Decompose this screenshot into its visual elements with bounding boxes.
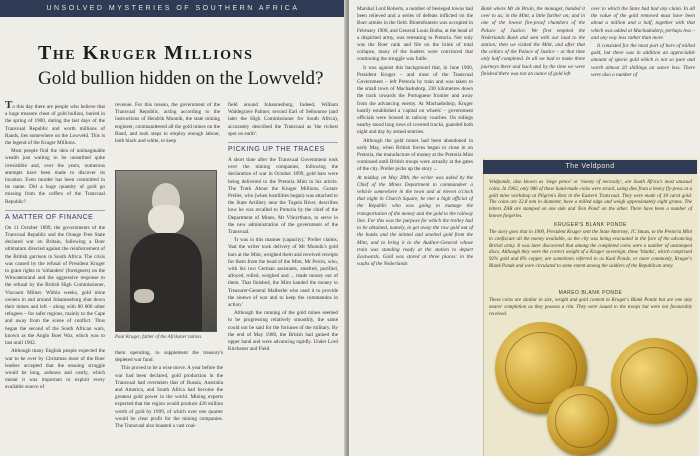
quoted-paragraph: At midday on May 28th, the writer was asked by the Chief of the Mines Department to commandeer a vehicle somewhere in the town and at eleven o'clock that night in Church Square, he met a high official of the Republic who was going to manage the transportation of the money and the gold to the railway line. For this was the purpose for which the trolley had to be obtained, namely, to get away the raw gold out of the banks and the minted and smelted gold from the Mint, and to bring it to the Auditor-General whose train was standing ready at the station to depart Eastwards. Gold was stored at three places: in the vaults of the Nederlands xyxy=(357,174,473,268)
photo-caption: Paul Kruger, father of the Afrikaner nation. xyxy=(115,335,203,340)
left-column-2-bottom xyxy=(115,350,223,431)
article-title: The Kruger Millions xyxy=(38,42,254,64)
paragraph: On 11 October 1899, the governments of the Transvaal Republic and the Orange Free State declared war on Britain, following a Boer ultimatum directed against the reinforcement of the British garrison in South Africa. The crisis was caused by the refusal of President Kruger to grant rights to 'uitlanders' (foreigners) on the Witwatersrand and the aggressive response to the refusal by the British High Commissioner, Viscount Milner. Within weeks, gold mine owners in and around Johannesburg shut down their mines and left – along with 80 000 other refugees – for safer regions, mainly to the Cape and away from the scene of conflict. Thus began the second of the South African wars, known as the Anglo Boer War, which was to last until 1902. xyxy=(5,224,105,347)
left-column-3 xyxy=(228,102,338,355)
paragraph: Marshal Lord Roberts, a number of besieged towns had been relieved and a series of defeats inflicted on the Boer armies in the field. Bloemfontein was occupied in February 1900, and General Louis Botha, at the head of a dispirited army, was retreating to Pretoria. Not only was the Boer rank and file on the brink of total collapse, many of the leaders were convinced that continuing the struggle was futile. xyxy=(357,6,473,63)
portrait-coat xyxy=(130,233,202,331)
left-page xyxy=(0,0,347,456)
paragraph: A short time after the Transvaal Government took over the mining companies, following the declaration of war in October 1899, gold bars were being delivered to the Pretoria Mint in his article. The Truth About the Kruger Millions, Gustav Preller, who (when hostilities began) was attached to the State Artillery near the Tugela River, describes how he was recalled to Pretoria by the chief of the Department of Mines, Mr Vlieyrthans, to serve in the new administration of the government of the Transvaal. xyxy=(228,157,338,236)
paragraph: Although the gold mines had been abandoned in early May, when British forces began to close in on Pretoria, the manufacture of money at the Pretoria Mint continued until British troops were actually at the gates of the city. Preller picks up the story ... xyxy=(357,137,473,173)
paragraph: This proved to be a wise move. A year before the war had been declared, gold production in the Transvaal had overtaken that of Russia, Australia and America, and South Africa had become the greatest gold power in the world. Mining experts expected that the region would produce 420 million worth of gold by 1899, of which over one quarter would be clear profit for the mining companies. The Transvaal also boasted a vast coal- xyxy=(115,365,223,430)
paragraph: Although the running of the gold mines seemed to be progressing relatively smoothly, the same could not be said for the fortunes of the military. By the end of May 1900, the British had gained the upper hand and were advancing rapidly. Under Lord Kitchener and Field xyxy=(228,310,338,353)
quoted-paragraph: Bank where Mr de Bruin, the manager, handed it over to us; in the Mint, a little further on; and in one of the lowest fire-proof chambers of the Palace of Justice. We first emptied the Nederlands Bank and sent with our load to the station; then we visited the Mint, and after that the cellars of the Palace of Justice – at that time only half completed. In all we had to make three journeys there and back and by the time we were finished there was not an ounce of gold left xyxy=(481,6,585,77)
right-column-1 xyxy=(357,6,473,269)
quoted-paragraph: over to which the State had had any claim. In all the value of the gold removed must have been about a million and a half, together with that which was added at Machadodorp, perhaps less – and any way less rather than more. xyxy=(591,6,695,41)
paragraph: 'It was in this manner (capacity),' Preller claims, 'that the writer took delivery of Mr Munnik's gold bars at the Mint, weighed them and received receipts for them from the head of the Mint, Mr Perrin, who, with his two German assistants, smelted, purified, alloyed, rolled, weighed and ... made money out of them. That finished, the Mint handed the money to Treasurer-General Malherbe who used it to provide the sinews of war and to keep the commandos in action.' xyxy=(228,237,338,309)
intro-paragraph: To this day there are people who believe that a huge treasure chest of gold bullion, buried in the spring of 1900, during the last days of the Transvaal Republic and worth millions of Rands, lies somewhere on the Lowveld. This is the legend of the Kruger Millions. xyxy=(5,99,105,147)
sidebar-paragraph: These coins are similar in size, weight and gold content to Kruger's Blank Ponde but are one step nearer completion as they possess a rim. They were issued to the troops but were not favourably received. xyxy=(489,298,692,317)
portrait-hand xyxy=(134,289,154,303)
sidebar-subheading: MAREO BLANK PONDE xyxy=(558,290,623,296)
paragraph: them operating, to supplement the treasury's depleted war fund. xyxy=(115,350,223,364)
paragraph: Although many English people expected the war to be over by Christmas most of the Boer leaders accepted that the ensuing struggle would be long, arduous and costly, which meant it was important to exploit every available source of xyxy=(5,348,105,391)
portrait-beard xyxy=(148,205,184,235)
coin-rim xyxy=(555,394,609,448)
quoted-paragraph: It consisted for the most part of bars of milled gold, but there was in addition an appreciable amount of specie gold which is not so pure and worth almost 20 shillings an ounce less. There were also a number of xyxy=(591,43,695,78)
sidebar-paragraph: Veldponde, also known as 'siege pence' or 'money of necessity', are South Africa's most unusual coins. In 1902, only 986 of these hand-made coins were struck, using dies from a heavy fly-press at a gold mine workshop at Pilgrim's Rest in the Eastern Transvaal. They were made of 18 carat gold. The coins are 22.8 mm in diameter, have a milled edge and weigh approximately eight grams. The letters ZAR are stamped on one side and 'Een Pond' on the other. There have been a number of known forgeries. xyxy=(489,180,692,219)
right-column-3 xyxy=(591,6,695,80)
gold-coin-icon xyxy=(611,338,697,424)
right-column-2 xyxy=(481,6,585,79)
sidebar-paragraph: The story goes that in 1900, President Kruger sent the State Attorney, JC Smuts, to the Pretoria Mint to confiscate all the money available, as the city was being evacuated in the face of the advancing British army. It was later discovered that among the completed coins were a number of unstamped discs. Although they were the correct weight of a Kruger sovereign, these 'blanks', which comprised 92% gold and 8% copper, are sometimes referred to as Kaal Ponde, or more commonly, Kruger's Blank Ponde and were circulated to some extent among the soldiers of the Republican army. xyxy=(489,230,692,269)
paragraph: field around Johannesburg. Indeed, William Waldegrave Palmer, second Earl of Selbourne (and later the High Commissioner for South Africa), accurately described the Transvaal as 'the richest spot on earth'. xyxy=(228,102,338,137)
section-heading: A MATTER OF FINANCE xyxy=(5,210,105,222)
left-column-2-top xyxy=(115,102,220,146)
coin-rim xyxy=(620,347,688,415)
paragraph: Most people find the idea of unimaginable wealth just waiting to be unearthed quite irresistible and, over the years, numerous attempts have been made to discover its location. Even murder has been committed in its name. Did a huge quantity of gold go missing from the coffers of the Transvaal Republic? xyxy=(5,148,105,205)
section-heading: PICKING UP THE TRACES xyxy=(228,142,338,154)
sidebar-subheading: KRUGER'S BLANK PONDE xyxy=(554,222,627,228)
gold-coin-icon xyxy=(547,386,617,456)
right-page xyxy=(349,0,700,456)
left-column-1 xyxy=(5,99,105,393)
sidebar-title: The Veldpond xyxy=(483,160,697,174)
kruger-portrait-photo xyxy=(115,170,217,332)
paragraph: It was against this background that, in June 1900, President Kruger – and most of the Transvaal Government – left Pretoria by train and was taken to the small town of Machadodorp, 230 kilometres down the track towards the Portuguese frontier and away from the advancing enemy. At Machadodorp, Kruger hastily established a 'capital on wheels' – government officials were housed in railway coaches. On sidings nearby stood long rows of covered trucks, guarded both night and day by armed sentries. xyxy=(357,64,473,136)
article-subtitle: Gold bullion hidden on the Lowveld? xyxy=(38,68,324,89)
section-banner: UNSOLVED MYSTERIES OF SOUTHERN AFRICA xyxy=(0,0,346,17)
paragraph: revenue. For this reason, the government of the Transvaal Republic, acting according to the instructions of Hendrik Munnik, the state mining engineer, commandeered all the gold mines on the Rand, and took steps to employ enough labour, both black and white, to keep xyxy=(115,102,220,145)
